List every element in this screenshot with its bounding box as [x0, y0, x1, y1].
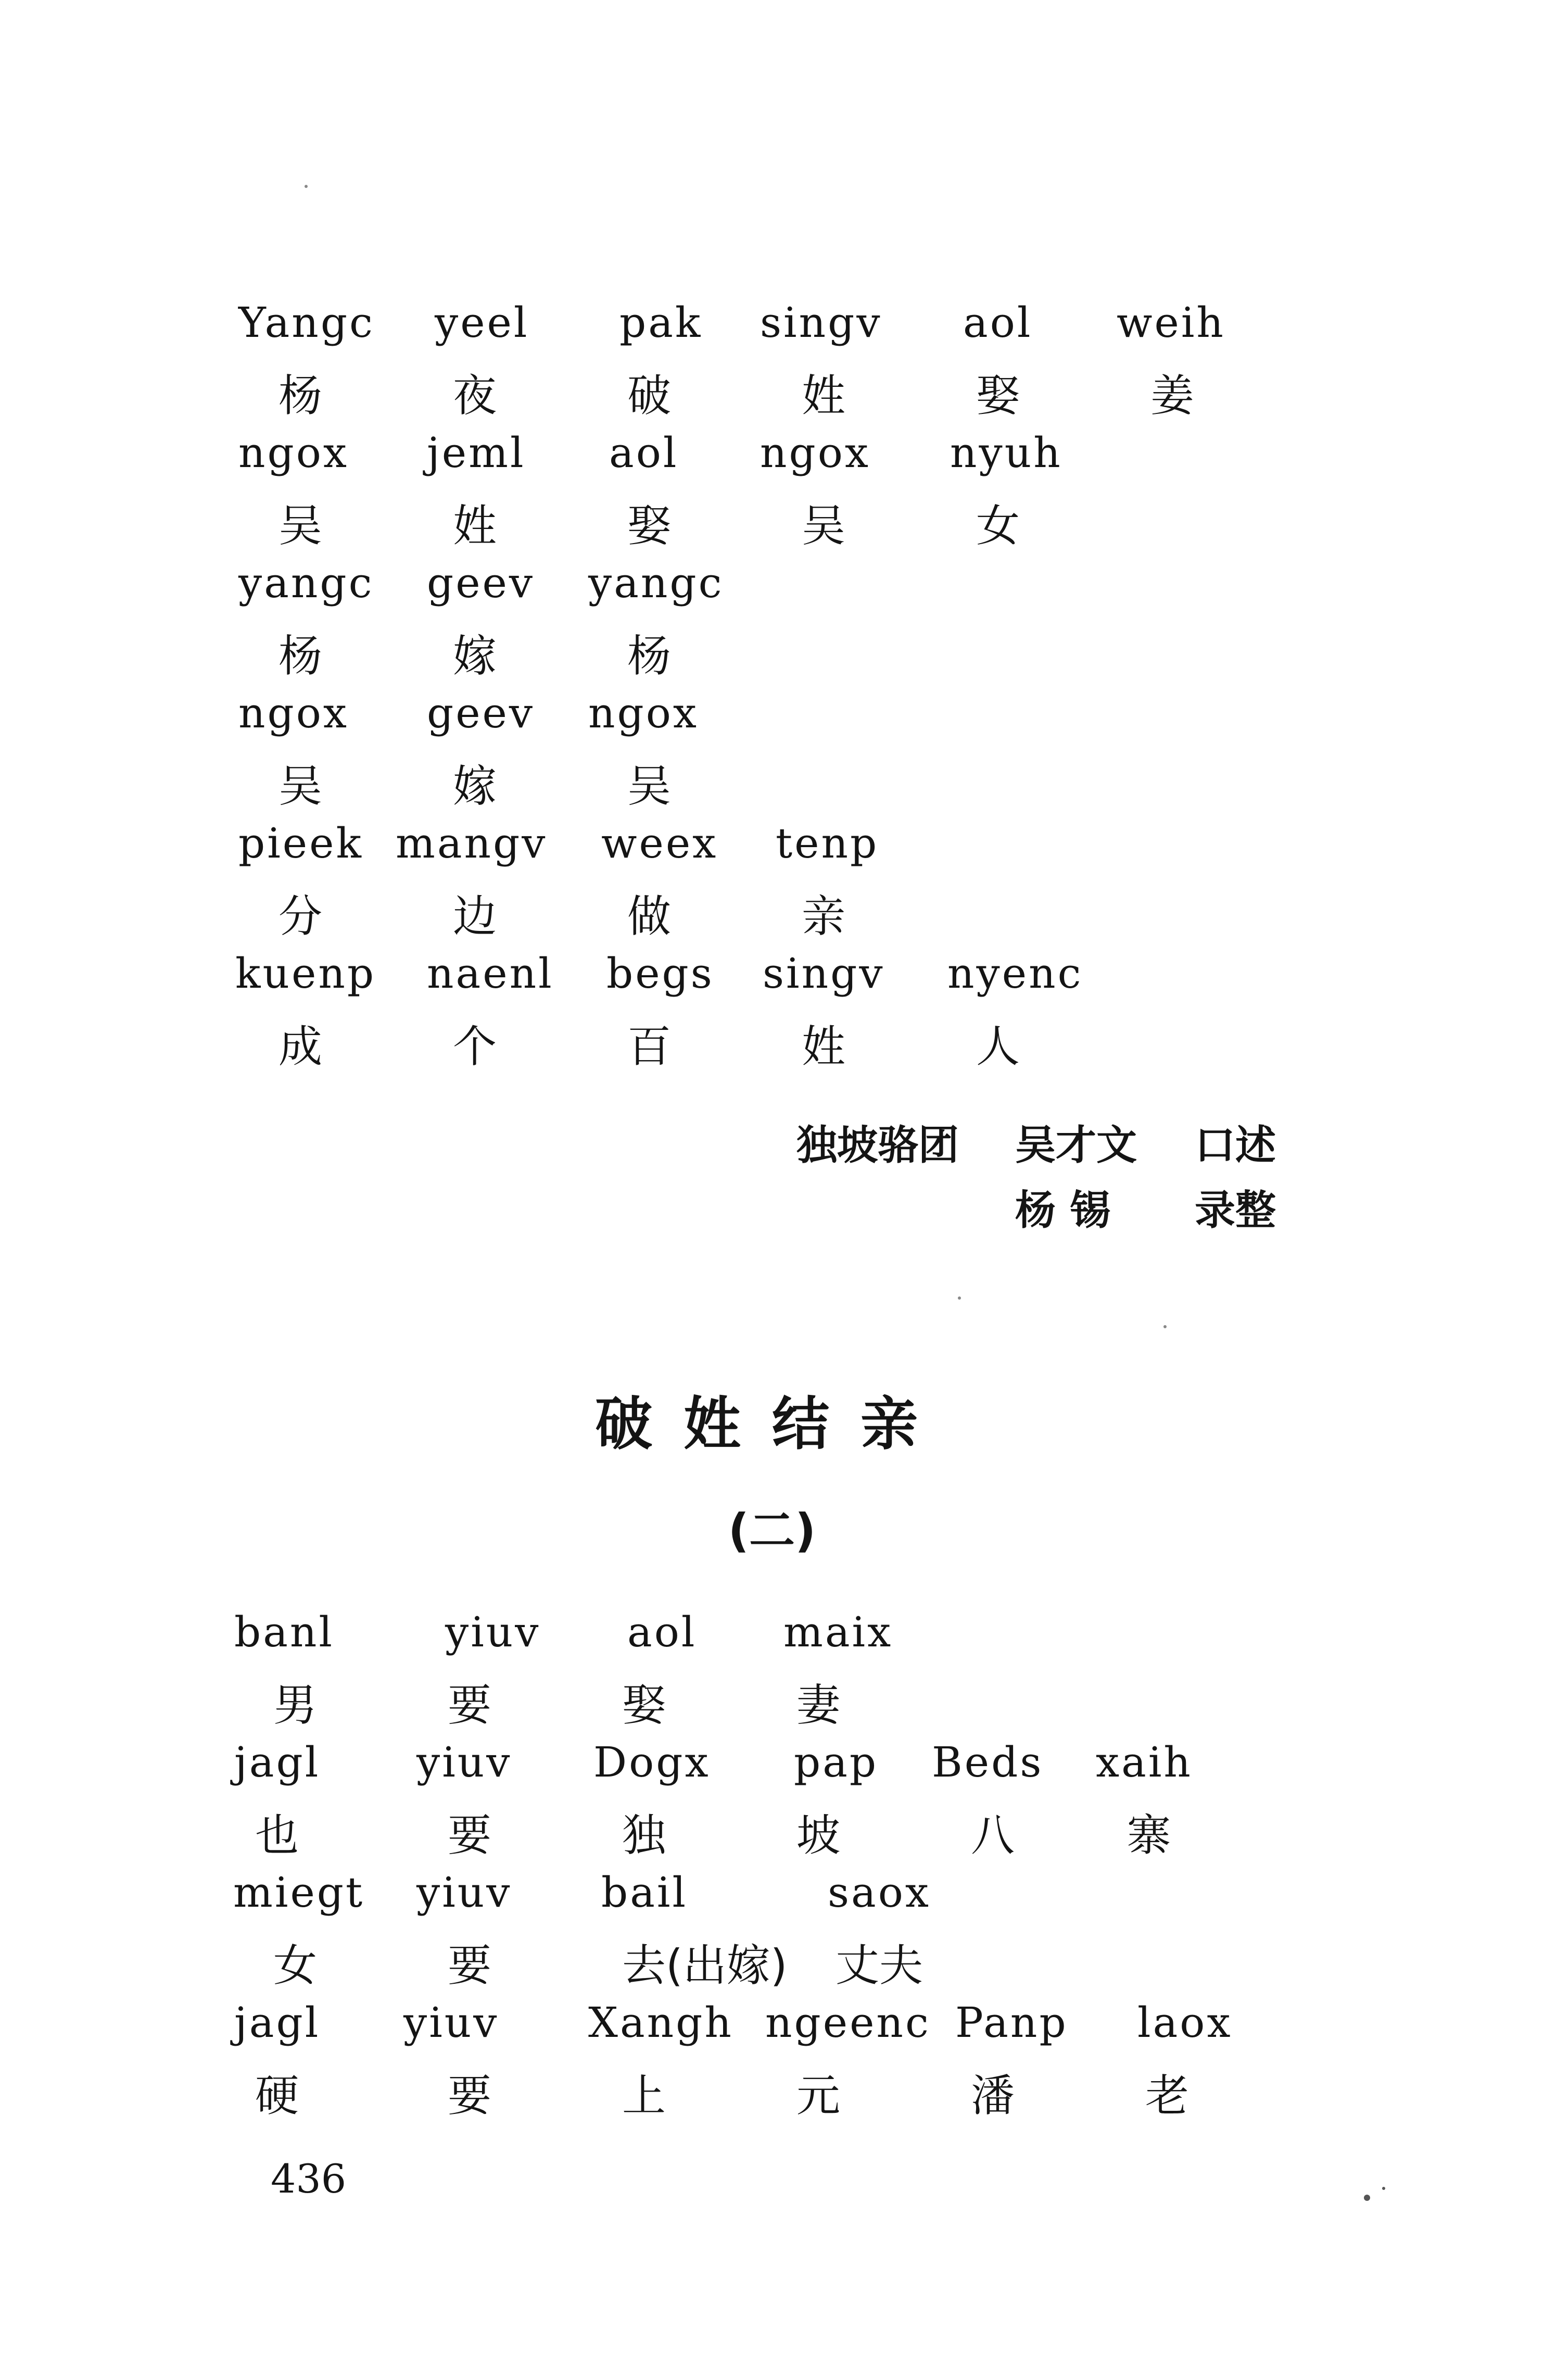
dong-word: ngox	[588, 689, 699, 737]
dong-word: pak	[619, 298, 703, 347]
han-gloss: 亲	[802, 891, 846, 942]
scan-speck	[1364, 2195, 1370, 2201]
han-gloss: 去(出嫁)	[622, 1940, 788, 1991]
han-gloss: 杨	[279, 631, 323, 682]
dong-word: naenl	[427, 949, 554, 998]
dong-word: jagl	[234, 1998, 321, 2047]
credit-narrator: 吴才文	[1015, 1122, 1137, 1169]
dong-word: yangc	[238, 559, 374, 607]
dong-word: pap	[794, 1738, 879, 1786]
dong-word: miegt	[233, 1868, 365, 1917]
han-gloss: 老	[1145, 2070, 1189, 2121]
han-gloss: 吴	[627, 761, 672, 812]
dong-word: Dogx	[593, 1738, 711, 1786]
han-gloss: 个	[453, 1021, 497, 1072]
han-gloss: 姓	[453, 500, 497, 551]
han-gloss: 姓	[802, 370, 846, 421]
han-gloss: 要	[448, 1680, 492, 1731]
dong-word: laox	[1137, 1998, 1233, 2047]
dong-word: weex	[601, 819, 718, 867]
dong-word: singv	[763, 949, 885, 998]
han-gloss: 男	[273, 1680, 318, 1731]
section-title: 破姓结亲	[595, 1391, 949, 1457]
dong-word: singv	[760, 298, 882, 347]
han-gloss: 元	[796, 2070, 841, 2121]
han-gloss: 做	[627, 891, 672, 942]
han-gloss: 女	[273, 1940, 318, 1991]
credit-role: 口述	[1195, 1122, 1276, 1169]
han-gloss: 嫁	[453, 761, 497, 812]
dong-line	[0, 817, 1544, 885]
dong-line	[0, 427, 1544, 495]
dong-word: jeml	[427, 429, 526, 477]
han-gloss: 杨	[279, 370, 323, 421]
dong-line	[0, 1867, 1544, 1934]
han-gloss: 娶	[627, 500, 672, 551]
han-gloss: 姜	[1150, 370, 1195, 421]
han-gloss: 吴	[279, 500, 323, 551]
dong-line	[0, 948, 1544, 1015]
han-gloss-line	[0, 1021, 1544, 1088]
dong-word: yiuv	[403, 1998, 499, 2047]
han-gloss: 八	[971, 1810, 1015, 1861]
dong-word: aol	[963, 298, 1033, 347]
han-gloss: 娶	[622, 1680, 666, 1731]
dong-word: yangc	[588, 559, 724, 607]
han-gloss: 分	[279, 891, 323, 942]
han-gloss: 妻	[796, 1680, 841, 1731]
dong-word: xaih	[1096, 1738, 1193, 1786]
dong-line	[0, 297, 1544, 364]
dong-word: Panp	[955, 1998, 1068, 2047]
dong-line	[0, 1736, 1544, 1804]
han-gloss: 娶	[976, 370, 1020, 421]
dong-word: nyenc	[947, 949, 1083, 998]
dong-word: begs	[606, 949, 714, 998]
han-gloss: 上	[622, 2070, 666, 2121]
page-number: 436	[271, 2156, 347, 2202]
han-gloss: 寨	[1127, 1810, 1171, 1861]
dong-word: Xangh	[588, 1998, 733, 2047]
section-subtitle: (二)	[728, 1504, 816, 1557]
han-gloss: 嫁	[453, 631, 497, 682]
han-gloss: 夜	[453, 370, 497, 421]
han-gloss: 姓	[802, 1021, 846, 1072]
han-gloss: 潘	[971, 2070, 1015, 2121]
dong-line	[0, 557, 1544, 625]
han-gloss: 女	[976, 500, 1020, 551]
han-gloss: 杨	[627, 631, 672, 682]
credit-place: 独坡骆团	[796, 1122, 959, 1169]
dong-word: yiuv	[416, 1738, 512, 1786]
han-gloss-line	[0, 2070, 1544, 2137]
dong-word: tenp	[776, 819, 879, 867]
dong-word: banl	[234, 1608, 335, 1656]
han-gloss: 百	[627, 1021, 672, 1072]
dong-line	[0, 687, 1544, 755]
dong-word: ngox	[238, 429, 349, 477]
han-gloss: 要	[448, 2070, 492, 2121]
dong-word: geev	[427, 689, 535, 737]
dong-word: yiuv	[416, 1868, 512, 1917]
dong-word: nyuh	[950, 429, 1062, 477]
han-gloss: 成	[279, 1021, 323, 1072]
han-gloss: 吴	[279, 761, 323, 812]
han-gloss: 硬	[255, 2070, 299, 2121]
dong-word: aol	[627, 1608, 697, 1656]
dong-word: geev	[427, 559, 535, 607]
dong-word: weih	[1117, 298, 1225, 347]
dong-word: Beds	[932, 1738, 1044, 1786]
han-gloss: 人	[976, 1021, 1020, 1072]
dong-word: ngox	[238, 689, 349, 737]
scan-speck	[958, 1296, 961, 1300]
han-gloss: 吴	[802, 500, 846, 551]
dong-word: saox	[828, 1868, 931, 1917]
han-gloss: 坡	[796, 1810, 841, 1861]
scan-speck	[305, 185, 308, 188]
dong-word: mangv	[396, 819, 548, 867]
dong-word: ngox	[760, 429, 871, 477]
dong-word: ngeenc	[765, 1998, 931, 2047]
dong-word: pieek	[238, 819, 363, 867]
han-gloss: 丈夫	[836, 1940, 923, 1991]
dong-word: Yangc	[238, 298, 375, 347]
dong-line	[0, 1606, 1544, 1674]
credit-role: 录整	[1195, 1187, 1276, 1234]
han-gloss: 要	[448, 1810, 492, 1861]
scan-speck	[1382, 2187, 1385, 2190]
han-gloss: 也	[255, 1810, 299, 1861]
dong-word: aol	[609, 429, 679, 477]
han-gloss: 破	[627, 370, 672, 421]
dong-word: bail	[601, 1868, 688, 1917]
han-gloss: 独	[622, 1810, 666, 1861]
dong-word: kuenp	[235, 949, 376, 998]
dong-word: yeel	[435, 298, 529, 347]
han-gloss: 要	[448, 1940, 492, 1991]
dong-word: maix	[783, 1608, 893, 1656]
han-gloss: 边	[453, 891, 497, 942]
dong-line	[0, 1997, 1544, 2064]
credit-recorder: 杨 锡	[1015, 1187, 1111, 1234]
dong-word: yiuv	[445, 1608, 541, 1656]
scan-speck	[1163, 1325, 1167, 1328]
dong-word: jagl	[234, 1738, 321, 1786]
